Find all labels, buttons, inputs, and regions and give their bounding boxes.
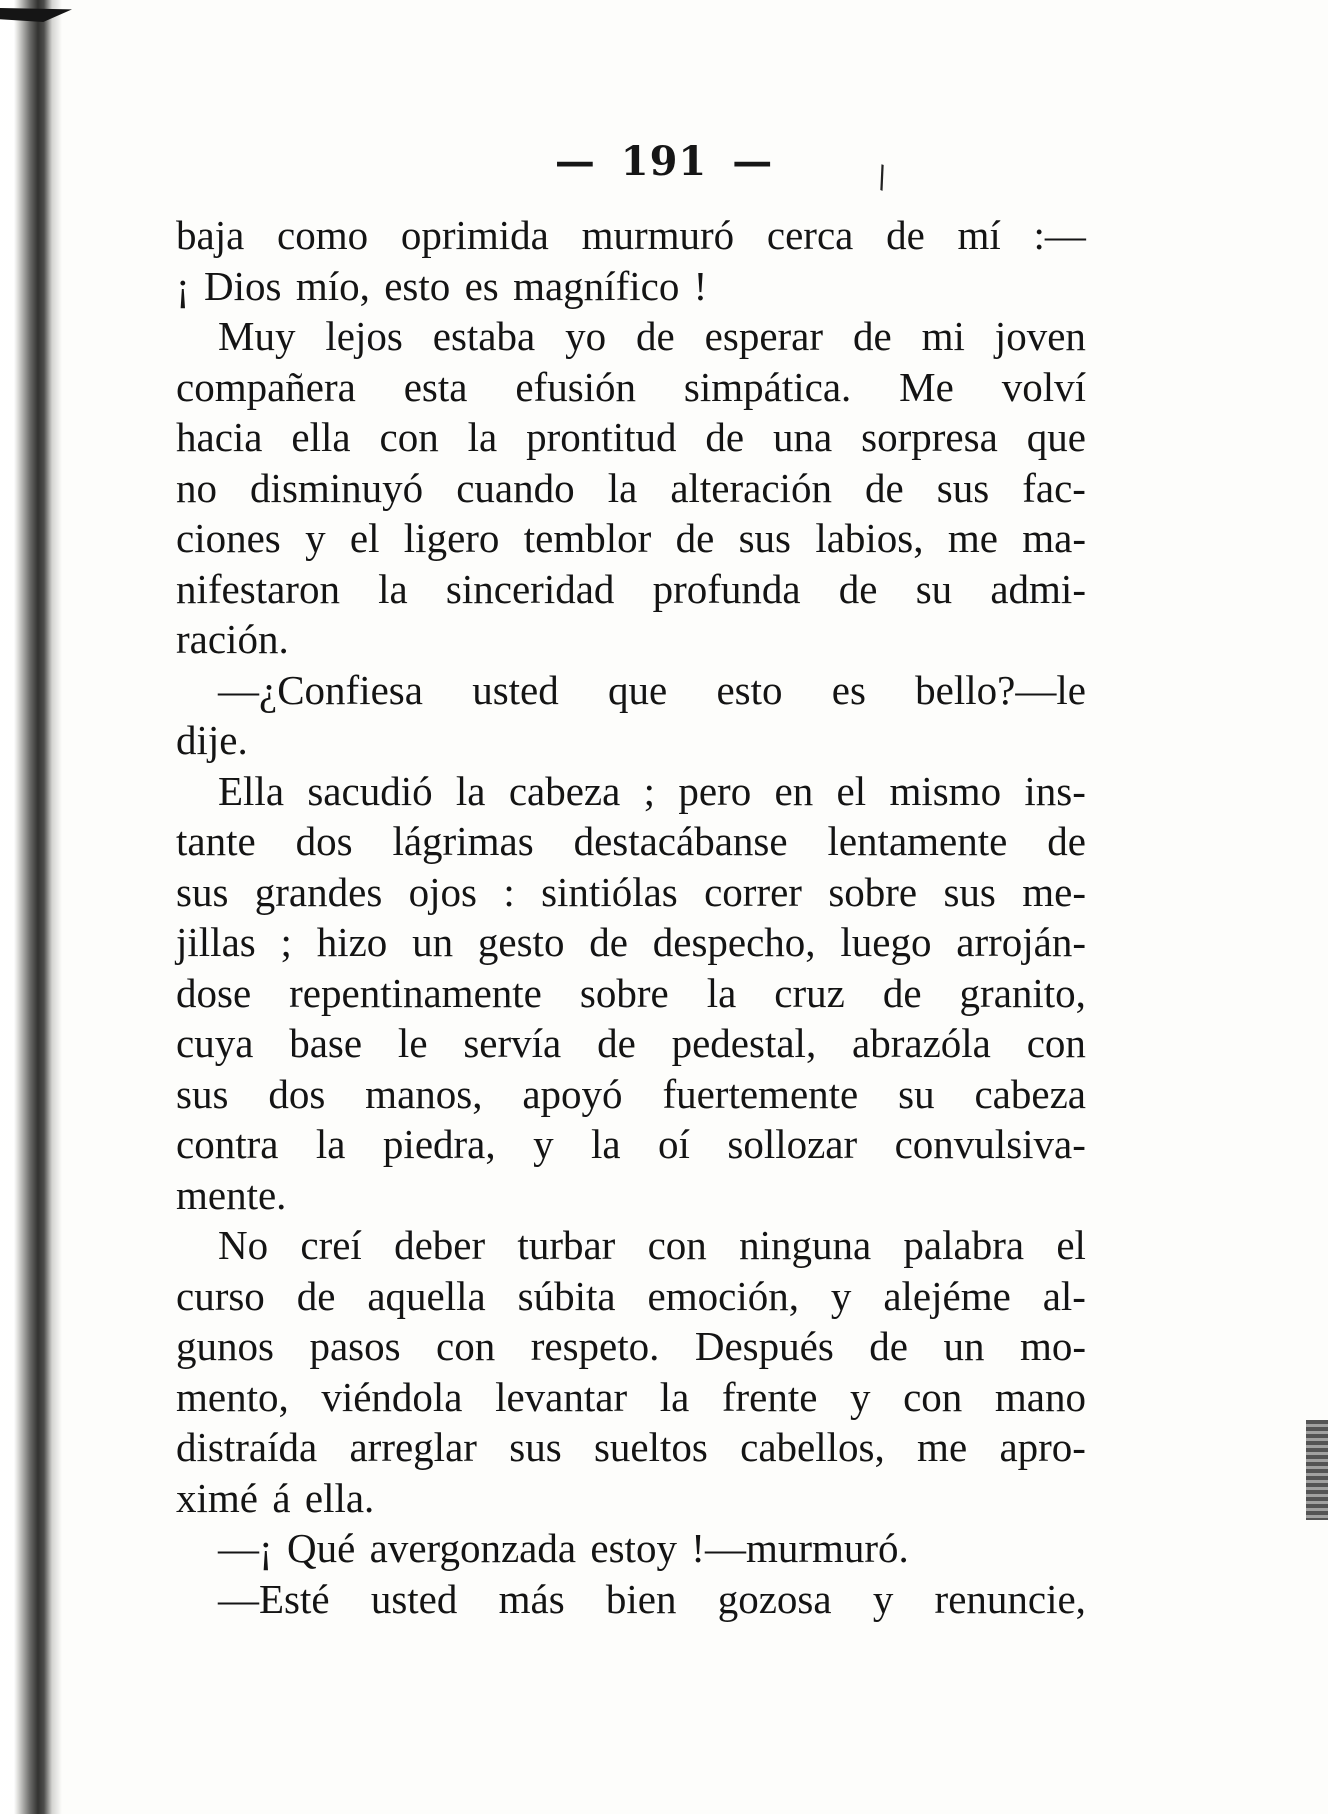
- word: mo-: [1019, 1323, 1086, 1369]
- text-line: [176, 917, 1086, 968]
- word: sorpresa: [861, 414, 998, 460]
- word: granito,: [959, 969, 1086, 1016]
- word: admi-: [990, 565, 1086, 612]
- text-line: [176, 311, 1086, 362]
- text-line: [176, 210, 1086, 261]
- word: correr: [704, 868, 802, 915]
- word: la: [467, 414, 498, 460]
- word: arroján-: [956, 919, 1086, 965]
- word: ninguna: [739, 1222, 872, 1268]
- word: pero: [678, 767, 752, 814]
- word: con: [1026, 1020, 1086, 1066]
- word: de: [886, 212, 925, 258]
- word: sueltos: [593, 1424, 708, 1470]
- word: avergonzada: [369, 1525, 577, 1571]
- word: es: [464, 262, 499, 309]
- word: que: [608, 666, 668, 713]
- word: su: [915, 565, 953, 612]
- word: Qué: [287, 1525, 356, 1571]
- word: palabra: [903, 1222, 1025, 1268]
- word: me: [917, 1424, 968, 1470]
- binding-edge: [0, 0, 62, 1814]
- word: luego: [840, 919, 932, 965]
- word: es: [831, 666, 866, 713]
- word: !: [693, 262, 708, 309]
- text-line: [176, 1574, 1086, 1625]
- text-line: [176, 1220, 1086, 1271]
- word: con: [379, 414, 439, 460]
- word: me-: [1022, 868, 1086, 915]
- word: la: [706, 969, 737, 1016]
- word: magnífico: [513, 262, 680, 309]
- word: pedestal,: [671, 1020, 817, 1066]
- word: al-: [1042, 1272, 1086, 1319]
- body-text: [176, 210, 1086, 1624]
- word: me: [947, 515, 998, 561]
- word: una: [773, 414, 833, 460]
- word: oprimida: [400, 212, 549, 258]
- header-dash-right: —: [732, 138, 774, 185]
- word: ración.: [176, 616, 289, 662]
- word: mi: [921, 313, 965, 359]
- word: gunos: [176, 1323, 274, 1369]
- word: —¿Confiesa: [218, 666, 423, 713]
- word: pasos: [309, 1323, 401, 1369]
- word: Muy: [218, 313, 296, 359]
- word: cabeza: [974, 1070, 1086, 1117]
- word: servía: [463, 1020, 562, 1066]
- word: con: [903, 1373, 963, 1420]
- word: :—: [1033, 212, 1086, 258]
- word: joven: [994, 313, 1086, 359]
- text-line: [176, 867, 1086, 918]
- word: de: [296, 1272, 336, 1319]
- word: un: [943, 1323, 985, 1369]
- word: un: [412, 919, 454, 965]
- word: despecho,: [652, 919, 816, 965]
- text-line: [176, 1170, 1086, 1221]
- text-line: [176, 1422, 1086, 1473]
- word: ligero: [403, 515, 500, 561]
- word: y: [533, 1121, 554, 1167]
- word: ins-: [1024, 767, 1086, 814]
- word: fac-: [1022, 464, 1086, 511]
- word: levantar: [495, 1373, 628, 1420]
- word: sinceridad: [445, 565, 615, 612]
- word: lentamente: [827, 818, 1008, 864]
- word: cuya: [176, 1020, 254, 1066]
- word: ella: [291, 414, 351, 460]
- word: hacia: [176, 414, 263, 460]
- word: de: [705, 414, 745, 460]
- scan-mark-right: [1306, 1420, 1328, 1520]
- word: dose: [176, 969, 252, 1016]
- word: sintiólas: [541, 868, 678, 915]
- word: alejéme: [883, 1272, 1011, 1319]
- word: apoyó: [522, 1070, 623, 1117]
- word: le: [397, 1020, 428, 1066]
- word: piedra,: [382, 1121, 496, 1167]
- word: jillas: [176, 919, 256, 965]
- word: la: [378, 565, 408, 612]
- text-line: [176, 614, 1086, 665]
- word: compañera: [176, 363, 356, 410]
- word: ciones: [176, 515, 281, 561]
- word: de: [597, 1020, 636, 1066]
- word: oí: [658, 1121, 690, 1167]
- word: en: [774, 767, 814, 814]
- word: Después: [694, 1323, 834, 1369]
- word: :: [503, 868, 515, 915]
- word: bien: [605, 1575, 677, 1622]
- text-line: [176, 362, 1086, 413]
- word: ella.: [304, 1474, 375, 1521]
- text-line: [176, 1473, 1086, 1524]
- word: gesto: [477, 919, 565, 965]
- word: base: [289, 1020, 363, 1066]
- word: renuncie,: [934, 1575, 1086, 1622]
- word: usted: [472, 666, 559, 713]
- word: ojos: [408, 868, 477, 915]
- word: esto: [716, 666, 783, 713]
- word: con: [647, 1222, 707, 1268]
- text-line: [176, 1523, 1086, 1574]
- word: sus: [943, 868, 996, 915]
- word: ¡: [176, 262, 190, 309]
- text-line: [176, 412, 1086, 463]
- word: tante: [176, 818, 256, 864]
- word: baja: [176, 212, 245, 258]
- page-header: [0, 138, 1328, 185]
- word: que: [1026, 414, 1086, 460]
- word: la: [455, 767, 486, 814]
- word: yo: [565, 313, 607, 359]
- word: mismo: [889, 767, 1002, 814]
- word: cabeza: [508, 767, 621, 814]
- word: labios,: [815, 515, 924, 561]
- word: temblor: [523, 515, 652, 561]
- word: respeto.: [530, 1323, 660, 1369]
- text-line: [176, 463, 1086, 514]
- word: mento,: [176, 1373, 289, 1420]
- word: y: [305, 515, 326, 561]
- word: turbar: [517, 1222, 616, 1268]
- word: dos: [295, 818, 353, 864]
- word: manos,: [365, 1070, 483, 1117]
- word: de: [589, 919, 628, 965]
- word: convulsiva-: [894, 1121, 1086, 1167]
- word: y: [830, 1272, 852, 1319]
- word: ;: [280, 919, 292, 965]
- word: sobre: [579, 969, 669, 1016]
- word: mí: [957, 212, 1001, 258]
- word: lejos: [325, 313, 403, 359]
- text-line: [176, 261, 1086, 312]
- word: sollozar: [727, 1121, 858, 1167]
- word: abrazóla: [852, 1020, 991, 1066]
- text-line: [176, 1321, 1086, 1372]
- word: hizo: [316, 919, 388, 965]
- word: y: [872, 1575, 894, 1622]
- word: prontitud: [526, 414, 677, 460]
- word: súbita: [517, 1272, 616, 1319]
- word: usted: [370, 1575, 458, 1622]
- word: más: [498, 1575, 565, 1622]
- word: de: [1047, 818, 1086, 864]
- word: con: [436, 1323, 496, 1369]
- word: distraída: [176, 1424, 318, 1470]
- word: esto: [384, 262, 451, 309]
- word: esperar: [704, 313, 824, 359]
- word: ximé: [176, 1474, 258, 1521]
- word: y: [850, 1373, 871, 1420]
- word: estaba: [432, 313, 536, 359]
- word: alteración: [670, 464, 832, 511]
- word: contra: [176, 1121, 279, 1167]
- word: profunda: [652, 565, 801, 612]
- word: á: [272, 1474, 291, 1521]
- text-line: [176, 715, 1086, 766]
- word: dos: [268, 1070, 326, 1117]
- word: de: [869, 1323, 908, 1369]
- word: la: [591, 1121, 621, 1167]
- word: No: [218, 1222, 269, 1268]
- word: no: [176, 464, 217, 511]
- word: el: [349, 515, 380, 561]
- word: sus: [176, 1070, 229, 1117]
- word: sacudió: [307, 767, 433, 814]
- text-line: [176, 1119, 1086, 1170]
- word: el: [836, 767, 867, 814]
- word: murmuró: [581, 212, 735, 258]
- text-line: [176, 513, 1086, 564]
- word: lágrimas: [392, 818, 534, 864]
- word: mente.: [176, 1171, 287, 1218]
- text-line: [176, 766, 1086, 817]
- word: frente: [721, 1373, 818, 1420]
- word: aquella: [367, 1272, 486, 1319]
- stray-mark: \: [871, 159, 893, 196]
- word: su: [898, 1070, 935, 1117]
- text-line: [176, 665, 1086, 716]
- word: Ella: [218, 767, 285, 814]
- word: —¡: [218, 1525, 273, 1571]
- word: mano: [994, 1373, 1086, 1420]
- word: sobre: [828, 868, 918, 915]
- word: ;: [643, 767, 656, 814]
- text-line: [176, 1069, 1086, 1120]
- word: fuertemente: [662, 1070, 859, 1117]
- word: viéndola: [321, 1373, 463, 1420]
- word: apro-: [999, 1424, 1086, 1470]
- text-line: [176, 1018, 1086, 1069]
- word: destacábanse: [573, 818, 788, 864]
- word: la: [659, 1373, 690, 1420]
- word: de: [675, 515, 715, 561]
- text-line: [176, 1372, 1086, 1423]
- word: cruz: [774, 969, 845, 1016]
- header-dash-left: —: [554, 138, 596, 185]
- word: cerca: [766, 212, 854, 258]
- word: gozosa: [717, 1575, 832, 1622]
- word: esta: [403, 363, 468, 410]
- word: mío,: [295, 262, 370, 309]
- word: como: [277, 212, 369, 258]
- page-number: 191: [620, 138, 708, 185]
- word: repentinamente: [289, 969, 542, 1016]
- word: dije.: [176, 717, 248, 763]
- word: volví: [1001, 363, 1086, 410]
- word: sus: [738, 515, 792, 561]
- word: grandes: [254, 868, 383, 915]
- word: sus: [936, 464, 990, 511]
- word: curso: [176, 1272, 265, 1319]
- word: efusión: [515, 363, 637, 410]
- word: cuando: [456, 464, 575, 511]
- word: de: [865, 464, 904, 511]
- word: Me: [899, 363, 954, 410]
- word: ma-: [1022, 515, 1086, 561]
- word: la: [315, 1121, 346, 1167]
- word: de: [636, 313, 675, 359]
- text-line: [176, 564, 1086, 615]
- word: simpática.: [683, 363, 852, 410]
- word: sus: [509, 1424, 562, 1470]
- word: —Esté: [218, 1575, 330, 1622]
- word: nifestaron: [176, 565, 340, 612]
- word: de: [882, 969, 922, 1016]
- word: bello?—le: [915, 666, 1086, 713]
- word: sus: [176, 868, 229, 915]
- word: emoción,: [647, 1272, 799, 1319]
- text-line: [176, 816, 1086, 867]
- word: el: [1056, 1222, 1086, 1268]
- word: arreglar: [349, 1424, 477, 1470]
- word: creí: [300, 1222, 362, 1268]
- text-line: [176, 968, 1086, 1019]
- word: deber: [394, 1222, 486, 1268]
- word: la: [607, 464, 638, 511]
- word: estoy: [590, 1525, 677, 1571]
- text-line: [176, 1271, 1086, 1322]
- word: Dios: [204, 262, 282, 309]
- word: !—murmuró.: [691, 1525, 909, 1571]
- word: cabellos,: [740, 1424, 885, 1470]
- word: de: [838, 565, 878, 612]
- word: de: [852, 313, 892, 359]
- word: disminuyó: [250, 464, 424, 511]
